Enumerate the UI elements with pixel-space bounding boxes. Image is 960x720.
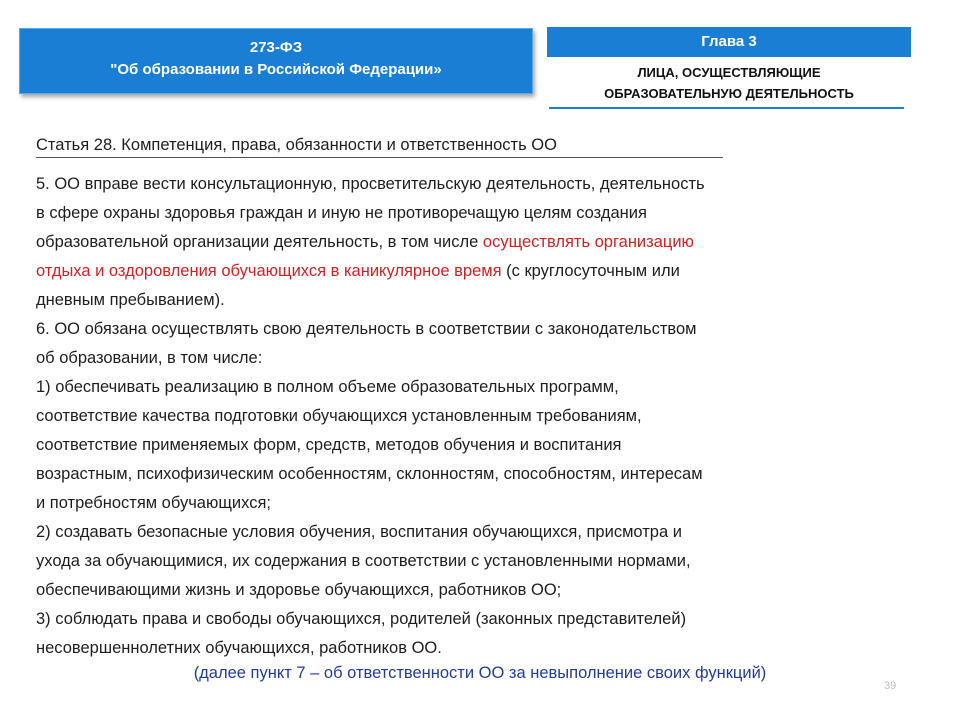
- law-number: 273-ФЗ: [249, 39, 303, 56]
- chapter-label: Глава 3: [547, 27, 911, 57]
- paragraph-5-line: 5. ОО вправе вести консультационную, просветительскую деятельность, деятельность: [36, 175, 705, 193]
- item-1-line: 1) обеспечивать реализацию в полном объеме образовательных программ,: [36, 378, 619, 396]
- paragraph-6-line: 6. ОО обязана осуществлять свою деятельность в соответствии с законодательством: [36, 320, 697, 338]
- paragraph-5-text: образовательной организации деятельность, в том числе: [36, 233, 483, 251]
- paragraph-5-line: [36, 228, 936, 257]
- paragraph-5-highlight: осуществлять организацию: [482, 233, 694, 251]
- chapter-subtitle-line1: ЛИЦА, ОСУЩЕСТВЛЯЮЩИЕ: [637, 65, 821, 80]
- item-1-line: и потребностям обучающихся;: [36, 494, 271, 512]
- item-2-line: обеспечивающими жизнь и здоровье обучающихся, работников ОО;: [36, 581, 562, 599]
- article-title: Статья 28. Компетенция, права, обязанности и ответственность ОО: [36, 136, 557, 154]
- chapter-subtitle: [549, 62, 909, 106]
- law-title-box: [19, 28, 533, 94]
- law-title: "Об образовании в Российской Федерации»: [110, 61, 442, 78]
- chapter-divider: [549, 107, 904, 109]
- item-3-line: несовершеннолетних обучающихся, работников ОО.: [36, 639, 442, 657]
- item-2-line: 2) создавать безопасные условия обучения, воспитания обучающихся, присмотра и: [36, 523, 682, 541]
- article-title-underline: [36, 157, 723, 158]
- item-2-line: ухода за обучающимися, их содержания в соответствии с установленными нормами,: [36, 552, 691, 570]
- paragraph-5-highlight: отдыха и оздоровления обучающихся в каникулярное время: [36, 262, 502, 280]
- item-1-line: возрастным, психофизическим особенностям, склонностям, способностям, интересам: [36, 465, 703, 483]
- paragraph-5-line: дневным пребыванием).: [36, 291, 225, 309]
- page-number: 39: [884, 680, 897, 692]
- paragraph-5-line: в сфере охраны здоровья граждан и иную не противоречащую целям создания: [36, 204, 647, 222]
- item-3-line: 3) соблюдать права и свободы обучающихся, родителей (законных представителей): [36, 610, 687, 628]
- item-1-line: соответствие качества подготовки обучающихся установленным требованиям,: [36, 407, 642, 425]
- footer-note: (далее пункт 7 – об ответственности ОО за невыполнение своих функций): [193, 664, 767, 682]
- item-1-line: соответствие применяемых форм, средств, методов обучения и воспитания: [36, 436, 622, 454]
- paragraph-5-text: (с круглосуточным или: [501, 262, 680, 280]
- article-body: [36, 170, 936, 663]
- paragraph-6-line: об образовании, в том числе:: [36, 349, 263, 367]
- paragraph-5-line: [36, 257, 936, 286]
- chapter-subtitle-line2: ОБРАЗОВАТЕЛЬНУЮ ДЕЯТЕЛЬНОСТЬ: [604, 86, 854, 101]
